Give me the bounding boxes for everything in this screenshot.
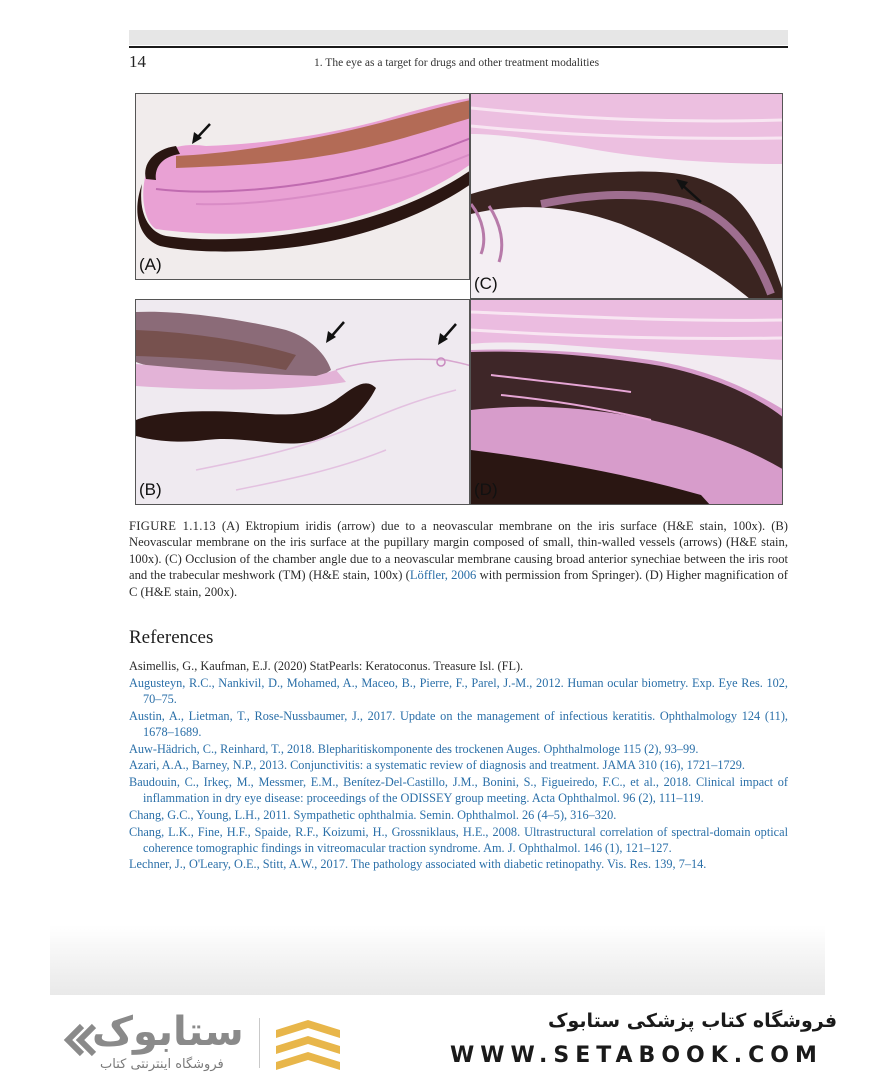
- panel-label-c: (C): [474, 274, 498, 293]
- histology-image-a: [136, 94, 470, 280]
- histology-image-d: [471, 300, 783, 505]
- reference-item[interactable]: Auw-Hädrich, C., Reinhard, T., 2018. Blepharitiskomponente des trockenen Auges. Ophthalmologe 115 (2), 93–99.: [129, 741, 699, 756]
- reference-item[interactable]: Chang, G.C., Young, L.H., 2011. Sympathetic ophthalmia. Semin. Ophthalmol. 26 (4–5), 316–320.: [129, 807, 617, 822]
- panel-label-d: (D): [474, 480, 498, 499]
- page-bottom-fade: [50, 925, 825, 995]
- references-list: [129, 658, 788, 873]
- reference-item[interactable]: Austin, A., Lietman, T., Rose-Nussbaumer, J., 2017. Update on the management of infectious keratitis. Ophthalmology 124 (11), 1678–1689.: [129, 708, 788, 739]
- figure-panel-b: [135, 299, 470, 505]
- header-rule: [129, 46, 788, 48]
- reference-item[interactable]: Lechner, J., O'Leary, O.E., Stitt, A.W., 2017. The pathology associated with diabetic retinopathy. Vis. Res. 139, 7–14.: [129, 857, 707, 872]
- figure-caption-text: (A) Ektropium iridis (arrow) due to a neovascular membrane on the iris surface (H&E stain, 100x). (B) Neovascular membrane on the iris surface at the pupillary margin composed of small, thin-walled vessels (arrows) (H&E stain, 100x). (C) Occlusion of the chamber angle due to a neovascular membrane causing broad anterior synechiae between the iris root and the trabecular meshwork (TM) (H&E stain, 100x) (: [129, 519, 789, 583]
- store-name: فروشگاه کتاب پزشکی ستابوک: [548, 1010, 838, 1032]
- reference-item[interactable]: Baudouin, C., Irkeç, M., Messmer, E.M., Benítez-Del-Castillo, J.M., Bonini, S., Figueiredo, F.C., et al., 2018. Clinical impact of inflammation in dry eye disease: proceedings of the ODISSEY group meeting. Acta Ophthalmol. 96 (2), 111–119.: [129, 774, 788, 806]
- reference-item[interactable]: Chang, L.K., Fine, H.F., Spaide, R.F., Koizumi, H., Grossniklaus, H.E., 2008. Ultrastructural correlation of spectral-domain optical coherence tomographic findings in vitreomacular traction syndrome. Am. J. Ophthalmol. 146 (1), 121–127.: [129, 824, 788, 855]
- panel-label-b: (B): [139, 480, 162, 499]
- top-band: [0, 0, 875, 28]
- header-band: [129, 30, 788, 45]
- store-website[interactable]: WWW.SETABOOK.COM: [450, 1043, 823, 1068]
- reference-item: Asimellis, G., Kaufman, E.J. (2020) StatPearls: Keratoconus. Treasure Isl. (FL).: [129, 659, 524, 673]
- figure-caption-text-end: with permission from Springer). (D) Higher magnification of C (H&E stain, 200x).: [129, 568, 788, 599]
- figure-panel-a: [135, 93, 470, 280]
- figure-caption-label: FIGURE 1.1.13: [129, 519, 216, 533]
- panel-label-a: (A): [139, 255, 162, 274]
- figure-1-1-13: [135, 93, 783, 505]
- references-heading: References: [129, 627, 214, 648]
- book-stack-icon: [272, 1016, 344, 1074]
- logo-wordmark: ستابوک: [92, 1009, 244, 1055]
- histology-image-b: [136, 300, 470, 505]
- figure-caption: [129, 518, 788, 600]
- running-head: 1. The eye as a target for drugs and other treatment modalities: [314, 57, 600, 69]
- page-number: 14: [129, 52, 146, 71]
- reference-item[interactable]: Azari, A.A., Barney, N.P., 2013. Conjunctivitis: a systematic review of diagnosis and treatment. JAMA 310 (16), 1721–1729.: [129, 758, 746, 773]
- citation-link[interactable]: Löffler, 2006: [409, 568, 477, 583]
- logo-subtitle: فروشگاه اینترنتی کتاب: [100, 1057, 224, 1072]
- figure-panel-c: [470, 93, 783, 299]
- histology-image-c: [471, 94, 783, 299]
- reference-item[interactable]: Augusteyn, R.C., Nankivil, D., Mohamed, A., Maceo, B., Pierre, F., Parel, J.-M., 2012. Human ocular biometry. Exp. Eye Res. 102, 70–75.: [129, 675, 788, 706]
- logo-divider: [259, 1018, 260, 1068]
- figure-panel-d: [470, 299, 783, 505]
